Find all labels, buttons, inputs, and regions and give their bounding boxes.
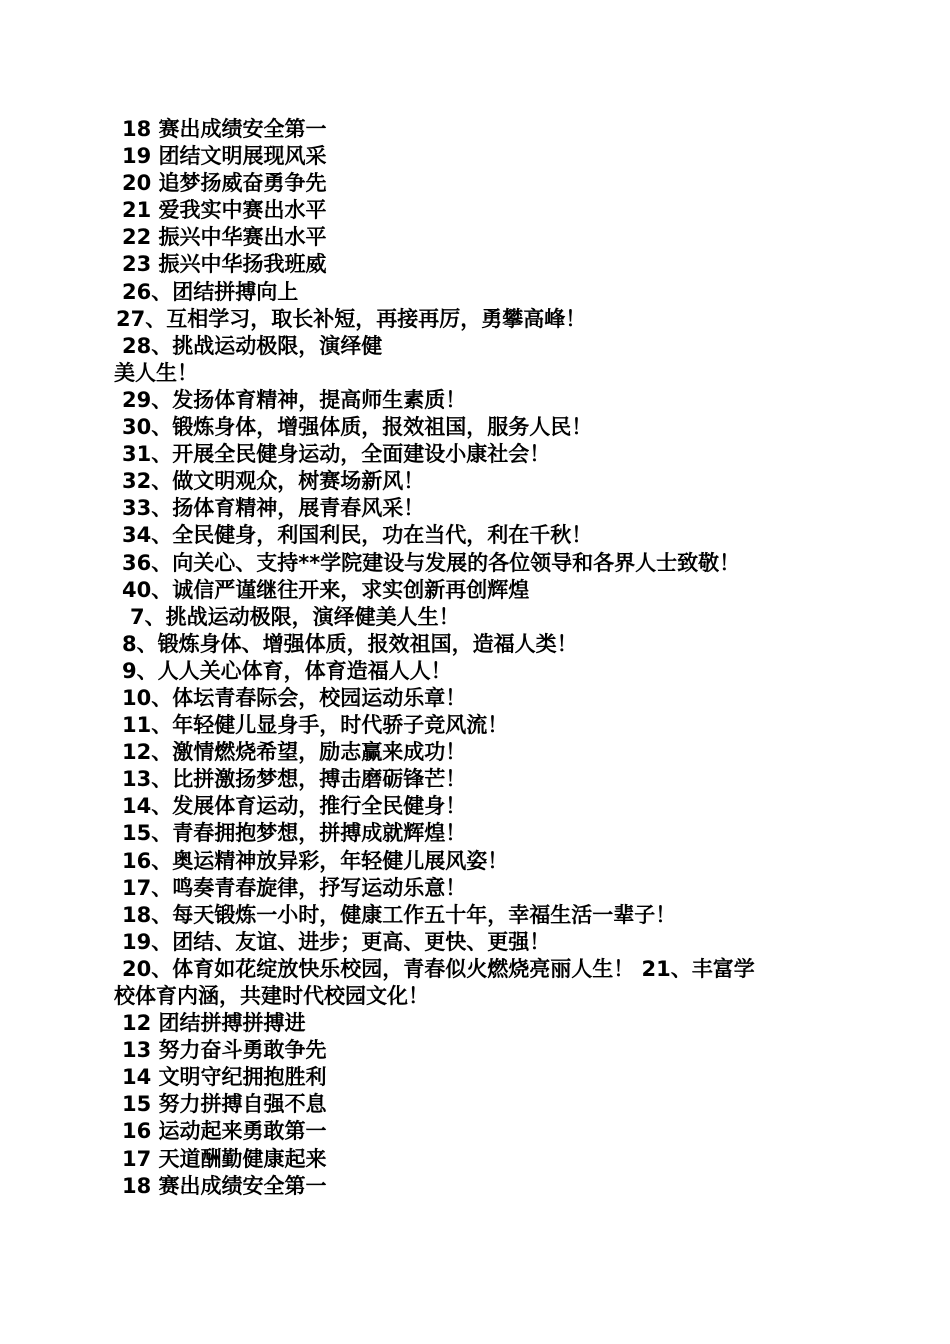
slogan-line: 18 赛出成绩安全第一 [122,117,327,141]
slogan-line: 14、发展体育运动，推行全民健身！ [122,794,467,819]
slogan-line: 21 爱我实中赛出水平 [122,198,327,223]
slogan-list [114,116,874,1200]
slogan-line: 17 天道酬勤健康起来 [122,1146,327,1171]
slogan-line: 29、发扬体育精神，提高师生素质！ [122,387,467,412]
slogan-line: 18 赛出成绩安全第一 [122,1173,327,1198]
slogan-line: 28、挑战运动极限，演绎健 [122,333,383,358]
slogan-line: 34、全民健身，利国利民，功在当代，利在千秋！ [122,523,593,548]
slogan-line: 32、做文明观众，树赛场新风！ [122,469,425,494]
slogan-line: 20、体育如花绽放快乐校园，青春似火燃烧亮丽人生！ 21、丰富学 [122,956,755,981]
slogan-line: 14 文明守纪拥抱胜利 [122,1065,327,1090]
slogan-line: 15 努力拼搏自强不息 [122,1092,327,1117]
slogan-line: 13 努力奋斗勇敢争先 [122,1038,327,1063]
slogan-line: 19 团结文明展现风采 [122,144,327,169]
slogan-line: 33、扬体育精神，展青春风采！ [122,496,425,521]
slogan-line: 17、鸣奏青春旋律，抒写运动乐意！ [122,875,467,900]
slogan-line: 36、向关心、支持**学院建设与发展的各位领导和各界人士致敬！ [122,550,741,575]
slogan-line: 18、每天锻炼一小时，健康工作五十年，幸福生活一辈子！ [122,902,677,927]
slogan-line: 13、比拼激扬梦想，搏击磨砺锋芒！ [122,767,467,792]
slogan-line: 20 追梦扬威奋勇争先 [122,171,327,196]
slogan-line: 9、人人关心体育，体育造福人人！ [122,658,452,683]
slogan-line: 10、体坛青春际会，校园运动乐章！ [122,685,467,710]
slogan-line: 16、奥运精神放异彩，年轻健儿展风姿！ [122,848,509,873]
slogan-line: 19、团结、友谊、进步；更高、更快、更强！ [122,929,551,954]
slogan-line: 美人生！ [114,360,198,385]
slogan-line: 40、诚信严谨继往开来，求实创新再创辉煌 [122,577,530,602]
slogan-line: 22 振兴中华赛出水平 [122,225,327,250]
slogan-line: 26、团结拼搏向上 [122,279,299,304]
slogan-line: 11、年轻健儿显身手，时代骄子竞风流！ [122,713,509,738]
slogan-line: 7、挑战运动极限，演绎健美人生！ [130,604,460,629]
slogan-line: 12 团结拼搏拼搏进 [122,1011,306,1036]
slogan-line: 校体育内涵，共建时代校园文化！ [114,984,429,1008]
slogan-line: 27、互相学习，取长补短，再接再厉，勇攀高峰！ [116,306,587,331]
slogan-line: 15、青春拥抱梦想，拼搏成就辉煌！ [122,821,467,846]
slogan-line: 23 振兴中华扬我班威 [122,252,327,277]
slogan-line: 8、锻炼身体、增强体质，报效祖国，造福人类！ [122,631,578,656]
slogan-line: 16 运动起来勇敢第一 [122,1119,327,1144]
slogan-line: 30、锻炼身体，增强体质，报效祖国，服务人民！ [122,415,593,440]
slogan-line: 12、激情燃烧希望，励志赢来成功！ [122,740,467,765]
slogan-line: 31、开展全民健身运动，全面建设小康社会！ [122,442,551,467]
